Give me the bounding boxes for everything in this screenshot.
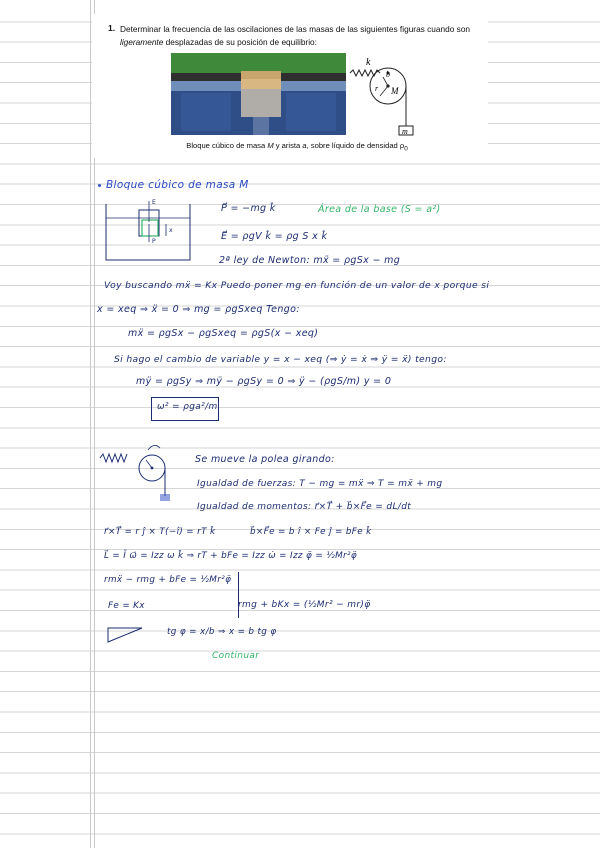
eq-buoyancy: E⃗ = ρgV k̂ = ρg S x k̂	[221, 231, 328, 242]
diagram-label-x: x	[169, 227, 173, 234]
problem-text: Determinar la frecuencia de las oscilaciones de las masas de las siguientes figuras cuando son ligeramente desplazadas de su posición de equilibrio:	[120, 24, 471, 47]
angle-triangle	[100, 620, 150, 650]
cross-product-1: r⃗×T⃗ = r ĵ × T(−î) = rT k̂	[104, 527, 216, 537]
eq-moments: Igualdad de momentos: r⃗×T⃗ + b⃗×F⃗e = dL/dt	[197, 502, 412, 512]
label-m: m	[402, 127, 408, 136]
note-line-1: Voy buscando mẍ = Kx Puedo poner mg en función de un valor de x porque si	[104, 280, 490, 291]
note-line-5: mÿ = ρgSy ⇒ mÿ − ρgSy = 0 ⇒ ÿ − (ρgS/m) y = 0	[136, 376, 392, 387]
angular-momentum: L⃗ = Ĩ ω⃗ = Izz ω k̂ ⇒ rT + bFe = Izz ω̇ = Izz φ̈ = ½Mr²φ̈	[104, 551, 358, 561]
omega-result: ω² = ρga²/m	[157, 402, 218, 412]
note-line-4: Si hago el cambio de variable y = x − xeq (⇒ ẏ = ẋ ⇒ ÿ = ẍ) tengo:	[114, 354, 447, 365]
figure-caption: Bloque cúbico de masa M y arista a, sobre líquido de densidad $\rho_0$	[186, 141, 408, 153]
eq-forces: Igualdad de fuerzas: T − mg = mẍ ⇒ T = mẍ + mg	[197, 479, 443, 489]
combined-eq: rmg + bKx = (½Mr² − mr)φ̈	[238, 600, 371, 610]
label-b: b	[386, 70, 390, 79]
tangent-eq: tg φ = x/b ⇒ x = b tg φ	[167, 627, 277, 637]
pulley-sketch	[96, 436, 176, 504]
section-heading-block: Bloque cúbico de masa M	[106, 179, 249, 191]
label-r: r	[375, 84, 379, 93]
area-annotation: Área de la base (S = a²)	[318, 204, 441, 215]
cross-product-2: b⃗×F⃗e = b î × Fe ĵ = bFe k̂	[250, 527, 372, 537]
label-M: M	[391, 86, 399, 96]
problem-number: 1.	[108, 23, 116, 33]
container-block-diagram	[104, 196, 192, 266]
continue-note: Continuar	[212, 651, 260, 661]
omega-result-box	[151, 397, 219, 421]
margin-line-left	[90, 0, 91, 848]
pulley-title: Se mueve la polea girando:	[195, 454, 335, 465]
problem-statement	[92, 14, 488, 158]
system-eq-1: rmẍ − rmg + bFe = ½Mr²φ̈	[104, 575, 232, 585]
bullet-dot	[98, 184, 101, 187]
diagram-label-E: E	[152, 199, 156, 206]
floating-block-image	[171, 53, 346, 135]
brace	[232, 572, 239, 618]
note-line-3: mẍ = ρgSx − ρgSxeq = ρgS(x − xeq)	[128, 328, 319, 339]
eq-newton: 2ª ley de Newton: mẍ = ρgSx − mg	[219, 255, 401, 266]
label-k: k	[366, 57, 371, 68]
system-eq-2: Fe = Kx	[108, 601, 145, 611]
pulley-spring-diagram	[348, 54, 423, 138]
diagram-label-P: P	[152, 238, 156, 245]
eq-weight: P⃗ = −mg k̂	[221, 203, 276, 214]
note-line-2: x = xeq ⇒ ẍ = 0 ⇒ mg = ρgSxeq Tengo:	[97, 304, 300, 315]
